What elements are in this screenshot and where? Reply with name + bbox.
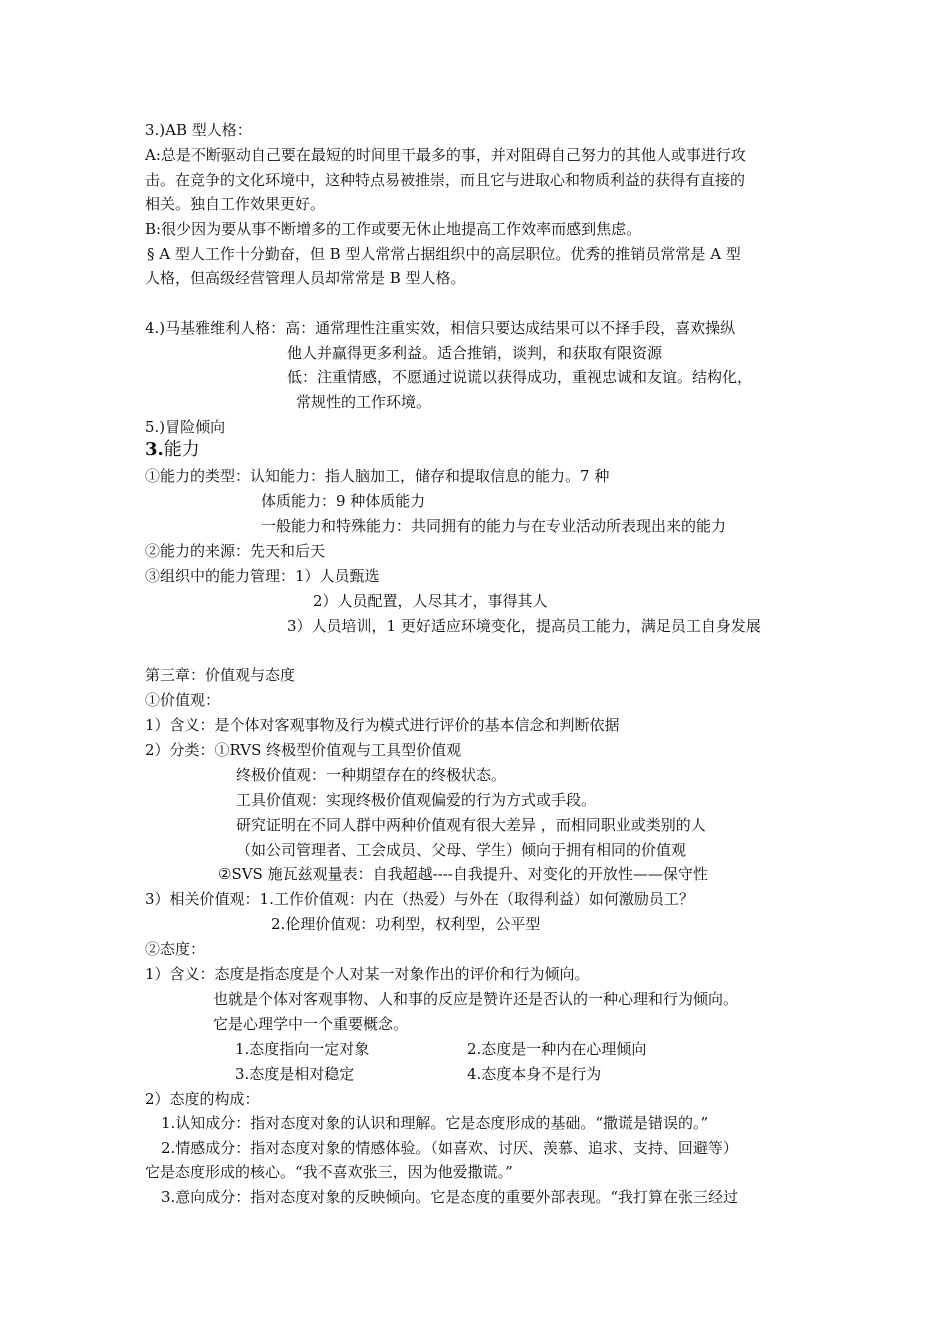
text-line: 体质能力：9 种体质能力	[261, 492, 426, 510]
text-line: 相关。独自工作效果更好。	[145, 195, 326, 213]
text-line: 人格，但高级经营管理人员却常常是 B 型人格。	[145, 269, 466, 287]
text-line: ②态度：	[145, 940, 206, 958]
text-line: （如公司管理者、工会成员、父母、学生）倾向于拥有相同的价值观	[236, 841, 687, 859]
section-heading	[145, 438, 200, 462]
attitude-feature-item: 1.态度指向一定对象	[235, 1040, 370, 1058]
text-line: 它是态度形成的核心。“我不喜欢张三，因为他爱撒谎。”	[145, 1163, 513, 1181]
text-line: ①能力的类型：认知能力：指人脑加工，储存和提取信息的能力。7 种	[145, 467, 610, 485]
section-heading-text: 能力	[163, 439, 200, 460]
text-line: ③组织中的能力管理：1）人员甄选	[145, 567, 380, 585]
attitude-feature-item: 4.态度本身不是行为	[467, 1065, 602, 1083]
text-line: 3.意向成分：指对态度对象的反映倾向。它是态度的重要外部表现。“我打算在张三经过	[161, 1188, 738, 1206]
text-line: 2.伦理价值观：功利型，权利型，公平型	[271, 915, 541, 933]
text-line: 1.认知成分：指对态度对象的认识和理解。它是态度形成的基础。“撒谎是错误的。”	[161, 1114, 709, 1132]
text-line: 3）相关价值观：1.工作价值观：内在（热爱）与外在（取得利益）如何激励员工？	[145, 890, 694, 908]
text-line: 2.情感成分：指对态度对象的情感体验。（如喜欢、讨厌、羡慕、追求、支持、回避等）	[161, 1139, 738, 1157]
attitude-feature-item: 2.态度是一种内在心理倾向	[467, 1040, 647, 1058]
text-line: A:总是不断驱动自己要在最短的时间里干最多的事，并对阻碍自己努力的其他人或事进行攻	[145, 146, 746, 164]
text-line: 2）分类：①RVS 终极型价值观与工具型价值观	[145, 741, 462, 759]
section-heading-number: 3.	[145, 439, 164, 460]
text-line: ②SVS 施瓦兹观量表：自我超越----自我提升、对变化的开放性——保守性	[218, 865, 708, 883]
text-line: ①价值观：	[145, 691, 221, 709]
text-line: 2）人员配置，人尽其才，事得其人	[313, 592, 548, 610]
text-line: § A 型人工作十分勤奋，但 B 型人常常占据组织中的高层职位。优秀的推销员常常是 A 型	[147, 245, 741, 263]
text-line: 1）含义：是个体对客观事物及行为模式进行评价的基本信念和判断依据	[145, 716, 620, 734]
text-line: 3）人员培训，1 更好适应环境变化，提高员工能力，满足员工自身发展	[287, 617, 761, 635]
text-line: 他人并赢得更多利益。适合推销，谈判，和获取有限资源	[287, 344, 663, 362]
text-line: 工具价值观：实现终极价值观偏爱的行为方式或手段。	[236, 791, 597, 809]
text-line: 4.)马基雅维利人格：高：通常理性注重实效，相信只要达成结果可以不择手段，喜欢操纵	[145, 319, 736, 337]
text-line: 击。在竞争的文化环境中，这种特点易被推崇，而且它与进取心和物质利益的获得有直接的	[145, 171, 746, 189]
text-line: 也就是个体对客观事物、人和事的反应是赞许还是否认的一种心理和行为倾向。	[213, 990, 739, 1008]
text-line: ②能力的来源：先天和后天	[145, 542, 326, 560]
text-line: 一般能力和特殊能力：共同拥有的能力与在专业活动所表现出来的能力	[261, 517, 727, 535]
text-line: 常规性的工作环境。	[296, 393, 432, 411]
text-line: 第三章：价值观与态度	[145, 666, 296, 684]
text-line: 1）含义：态度是指态度是个人对某一对象作出的评价和行为倾向。	[145, 965, 590, 983]
text-line: B:很少因为要从事不断增多的工作或要无休止地提高工作效率而感到焦虑。	[145, 220, 642, 238]
text-line: 它是心理学中一个重要概念。	[213, 1015, 409, 1033]
text-line: 5.)冒险倾向	[145, 418, 226, 436]
attitude-feature-item: 3.态度是相对稳定	[235, 1065, 355, 1083]
text-line: 终极价值观：一种期望存在的终极状态。	[236, 766, 507, 784]
text-line: 研究证明在不同人群中两种价值观有很大差异 ，而相同职业或类别的人	[236, 816, 706, 834]
text-line: 低：注重情感，不愿通过说谎以获得成功，重视忠诚和友谊。结构化，	[287, 368, 753, 386]
text-line: 2）态度的构成：	[145, 1090, 260, 1108]
text-line: 3.)AB 型人格：	[145, 121, 252, 139]
